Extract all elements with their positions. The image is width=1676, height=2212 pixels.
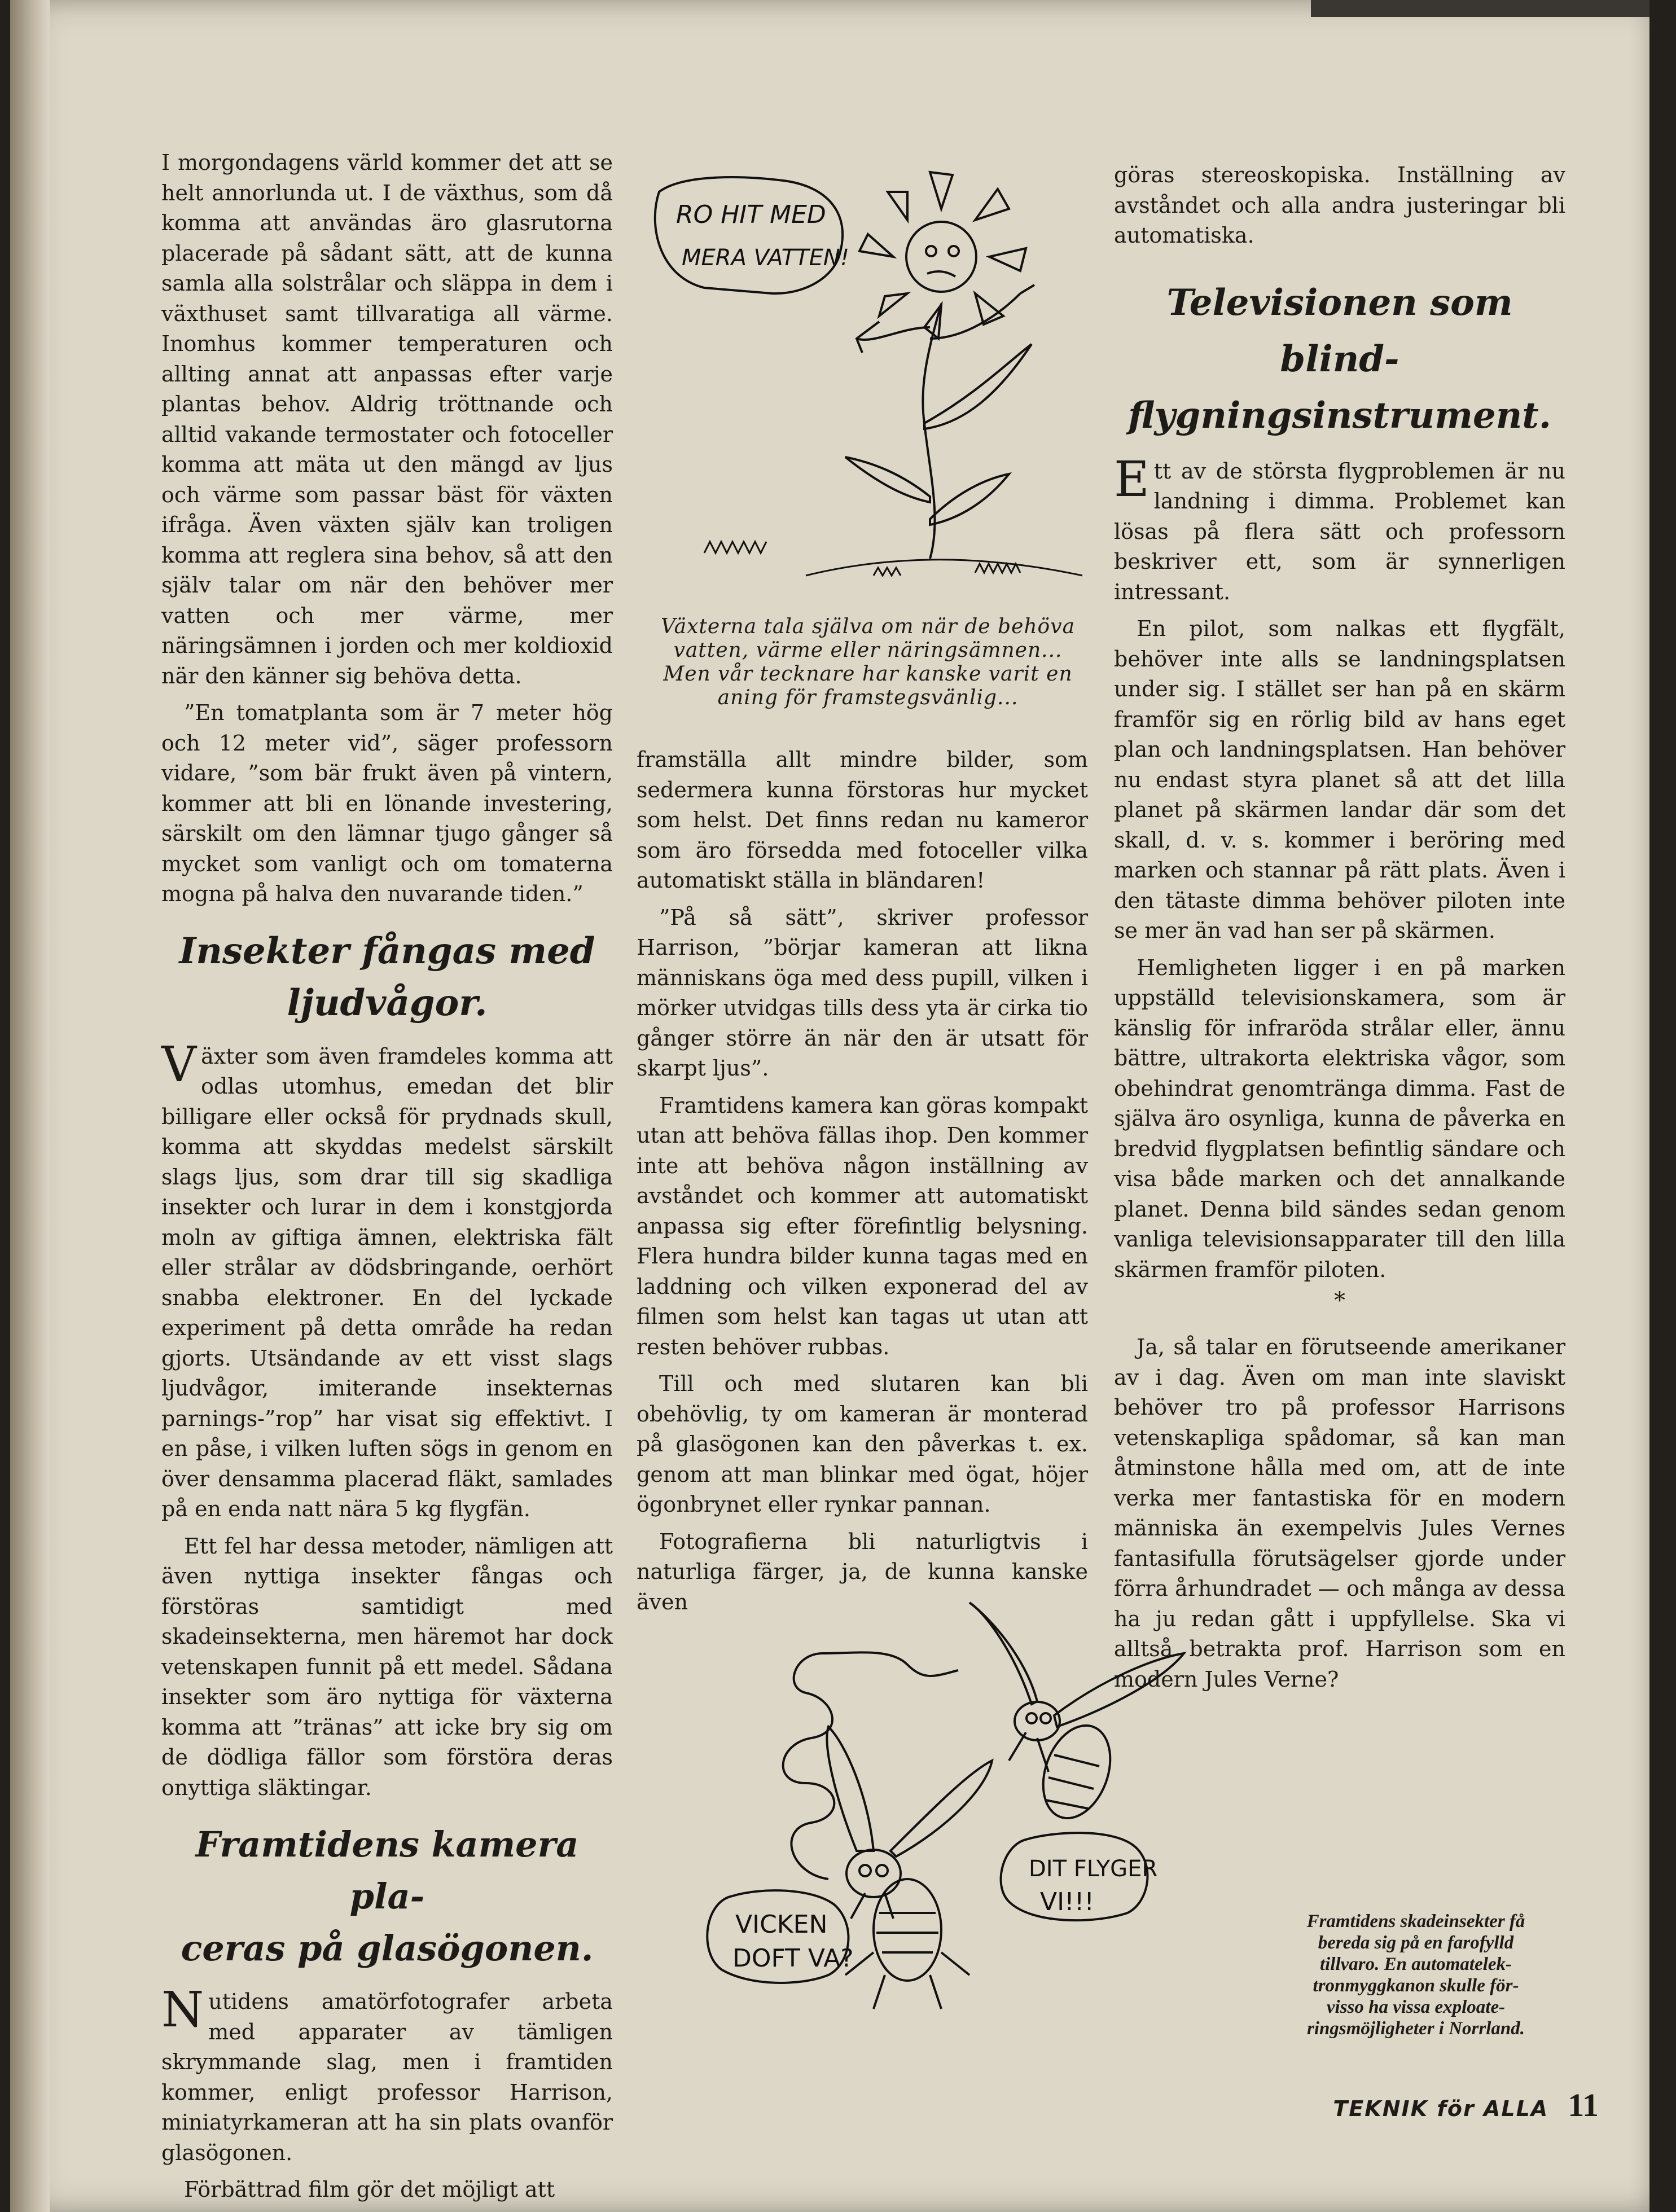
flower-caption-line3: Men vår tecknare har kanske varit en: [663, 662, 1073, 686]
intro-paragraph: I morgondagens värld kommer det att se helt annorlunda ut. I de växthus, som då komma att användas äro glasrutorna placerade på sådant sätt, att de kunna samla alla solstrålar och släppa in dem i växthuset samt tillvaratiga all värme. Inomhus kommer temperaturen och allting annat att anpassas efter varje plantas behov. Aldrig tröttnande och alltid vakande termostater och fotoceller komma att mäta ut den mängd av ljus och värme som passar bäst för växten ifråga. Även växten själv kan troligen komma att reglera sina behov, så att den själv talar om när den behöver mer vatten och mer värme, mer näringsämnen i jorden och mer koldioxid när den känner sig behöva detta.: [161, 150, 613, 688]
insects-paragraph-1-text: äxter som även framdeles komma att odlas utomhus, emedan det blir billigare eller också för prydnads skull, komma att skyddas medelst särskilt slags ljus, som drar till sig skadliga insekter och lurar in dem i konstgjorda moln av giftiga ämnen, elektriska fält eller strålar av dödsbringande, oerhört snabba elektroner. En del lyckade experiment på detta område ha redan gjorts. Utsändande av ett visst slags ljudvågor, imiterande insekternas parnings-”rop” har visat sig effektivt. I en påse, i vilken luften sögs in genom en över densamma placerad fläkt, samlades på en enda natt nära 5 kg flygfän.: [161, 1043, 613, 1521]
flower-caption-line4: aning för framstegsvänlig...: [717, 686, 1019, 709]
flower-drawing: [637, 158, 1099, 598]
camera-paragraph-1: [161, 1982, 613, 2168]
camera-paragraph-3: framställa allt mindre bilder, som sedermera kunna förstoras hur mycket som helst. Det finns redan nu kameror som äro försedda med fotoceller vilka automatiskt ställa in bländaren!: [637, 747, 1088, 893]
heading-insects-line1: Insekter fångas med: [179, 929, 595, 972]
magazine-name: TEKNIK för ALLA: [1333, 2096, 1549, 2121]
dropcap-n: N: [161, 1982, 204, 2038]
page-spine-shadow: [10, 0, 50, 2212]
insect-speech-right-line2: VI!!!: [1040, 1888, 1094, 1916]
insect-speech-left-line2: DOFT VA?: [732, 1944, 854, 1973]
flower-caption-line2: vatten, värme eller näringsämnen...: [673, 639, 1063, 662]
camera-paragraph-6: Till och med slutaren kan bli obehövlig, ty om kameran är monterad på glasögonen kan den påverkas t. ex. genom att man blinkar med ögat, höjer ögonbrynet eller rynkar pannan.: [637, 1371, 1088, 1517]
page-number: 11: [1568, 2087, 1599, 2123]
insects-paragraph-2: Ett fel har dessa metoder, nämligen att även nyttiga insekter fångas och förstöras samtidigt med skadeinsekterna, men häremot har dock vetenskapen funnit på ett medel. Sådana insekter som äro nyttiga för växterna komma att ”tränas” att icke bry sig om de dödliga fällor som förstöra deras onyttiga släktingar.: [161, 1533, 613, 1800]
tv-paragraph-1-text: tt av de största flygproblemen är nu landning i dimma. Problemet kan lösas på flera sätt och professorn beskriver ett, som är synnerligen intressant.: [1114, 458, 1565, 604]
dropcap-e: E: [1114, 451, 1149, 508]
insects-caption-line5: visso ha vissa exploate-: [1326, 1997, 1506, 2017]
insects-caption-line2: bereda sig på en farofylld: [1318, 1933, 1514, 1953]
mosquito-right: [969, 1603, 1184, 1828]
page-edge: [1311, 0, 1649, 17]
camera-paragraph-1-text: utidens amatörfotografer arbeta med apparater av tämligen skrymmande slag, men i framtiden kommer, enligt professor Harrison, miniatyrkameran att ha sin plats ovanför glasögonen.: [161, 1989, 613, 2165]
flower-speech-line1: RO HIT MED: [676, 200, 826, 229]
page-footer: [1238, 2086, 1599, 2123]
heading-television-line2: flygningsinstrument.: [1127, 394, 1552, 437]
flower-head: [859, 172, 1026, 339]
camera-paragraph-4: ”På så sätt”, skriver professor Harrison, ”börjar kameran att likna människans öga med dess pupill, vilken i mörker utvidgas tills dess yta är cirka tio gånger större än när den är utsatt för skarpt ljus”.: [637, 905, 1088, 1081]
swirl-scent-trail: [783, 1652, 958, 1879]
magazine-page: [10, 0, 1649, 2212]
dropcap-v: V: [161, 1036, 197, 1093]
heading-camera-line1: Framtidens kamera pla-: [195, 1824, 579, 1917]
heading-insects-line2: ljudvågor.: [287, 981, 488, 1024]
insects-caption-line6: ringsmöjligheter i Norrland.: [1307, 2018, 1525, 2039]
tv-paragraph-3: Hemligheten ligger i en på marken uppställd televisionskamera, som är känslig för infraröda strålar eller, ännu bättre, ultrakorta elektriska vågor, som obehindrat genomtränga dimma. Fast de själva äro osynliga, kunna de påverka en bredvid flygplatsen befintlig sändare och visa både marken och det annalkande planet. Denna bild sändes sedan genom vanliga televisionsapparater till den lilla skärmen framför piloten.: [1114, 955, 1565, 1282]
insects-caption: [1249, 1911, 1582, 2039]
tomato-quote-paragraph: ”En tomatplanta som är 7 meter hög och 12 meter vid”, säger professorn vidare, ”som bär frukt även på vintern, kommer att bli en lönande investering, särskilt om den lämnar tjugo gånger så mycket som vanligt och om tomaterna mogna på halva den nuvarande tiden.”: [161, 700, 613, 906]
insects-caption-line3: tillvaro. En automatelek-: [1319, 1954, 1512, 1974]
camera-paragraph-2: Förbättrad film gör det möjligt att: [184, 2177, 555, 2202]
grass-ground: [704, 542, 1082, 576]
flower-speech-line2: MERA VATTEN!: [682, 245, 849, 271]
insect-speech-left-line1: VICKEN: [735, 1910, 828, 1939]
column-left: [161, 148, 613, 2205]
tv-paragraph-2: En pilot, som nalkas ett flygfält, behöver inte alls se landningsplatsen under sig. I stället ser han på en skärm framför sig en rörlig bild av hans eget plan och landningsplatsen. Han behöver nu endast styra planet så att det lilla planet på skärmen landar där som det skall, d. v. s. kommer i beröring med marken och stannar på rätt plats. Även i den tätaste dimma behöver piloten inte se mer än vad han ser på skärmen.: [1114, 616, 1565, 943]
heading-camera: [161, 1819, 613, 1974]
heading-camera-line2: ceras på glasögonen.: [181, 1928, 594, 1969]
heading-television: [1114, 275, 1565, 444]
flower-caption-line1: Växterna tala själva om när de behöva: [660, 615, 1076, 638]
flower-illustration: [637, 158, 1099, 598]
camera-paragraph-5: Framtidens kamera kan göras kompakt utan att behöva fällas ihop. Den kommer inte att behöva någon inställning av avståndet och kommer att automatiskt anpassa sig efter förefintlig belysning. Flera hundra bilder kunna tagas med en laddning och vilken exponerad del av filmen som helst kan tagas ut utan att resten behöver rubbas.: [637, 1092, 1088, 1359]
tv-paragraph-1: [1114, 451, 1565, 608]
insects-illustration: [642, 1557, 1206, 2065]
heading-insects: [161, 925, 613, 1029]
column-middle: [637, 745, 1088, 1617]
insects-caption-line1: Framtidens skadeinsekter få: [1306, 1911, 1525, 1932]
insects-caption-line4: tronmyggkanon skulle för-: [1313, 1976, 1519, 1996]
section-star: *: [1334, 1288, 1345, 1314]
flower-caption: [637, 615, 1099, 710]
stereo-paragraph: göras stereoskopiska. Inställning av avståndet och alla andra justeringar bli automatiska.: [1114, 163, 1565, 248]
column-right: [1114, 160, 1565, 1695]
insects-paragraph-1: [161, 1036, 613, 1525]
tv-paragraph-4: Ja, så talar en förutseende amerikaner av i dag. Även om man inte slaviskt behöver tro på professor Harrisons vetenskapliga spådomar, så kan man åtminstone hålla med om, att de inte verka mer fantastiska för en modern människa än exempelvis Jules Vernes fantasifulla förutsägelser gjorde under förra århundradet — och många av dessa ha ju redan gått i uppfyllelse. Ska vi alltså betrakta prof. Harrison som en modern Jules Verne?: [1114, 1335, 1565, 1692]
insect-speech-right-line1: DIT FLYGER: [1029, 1856, 1158, 1882]
camera-paragraph-7: Fotografierna bli naturligtvis i naturliga färger, ja, de kunna kanske även: [637, 1529, 1088, 1614]
insects-drawing: [642, 1557, 1206, 2065]
heading-television-line1: Televisionen som blind-: [1166, 281, 1513, 380]
